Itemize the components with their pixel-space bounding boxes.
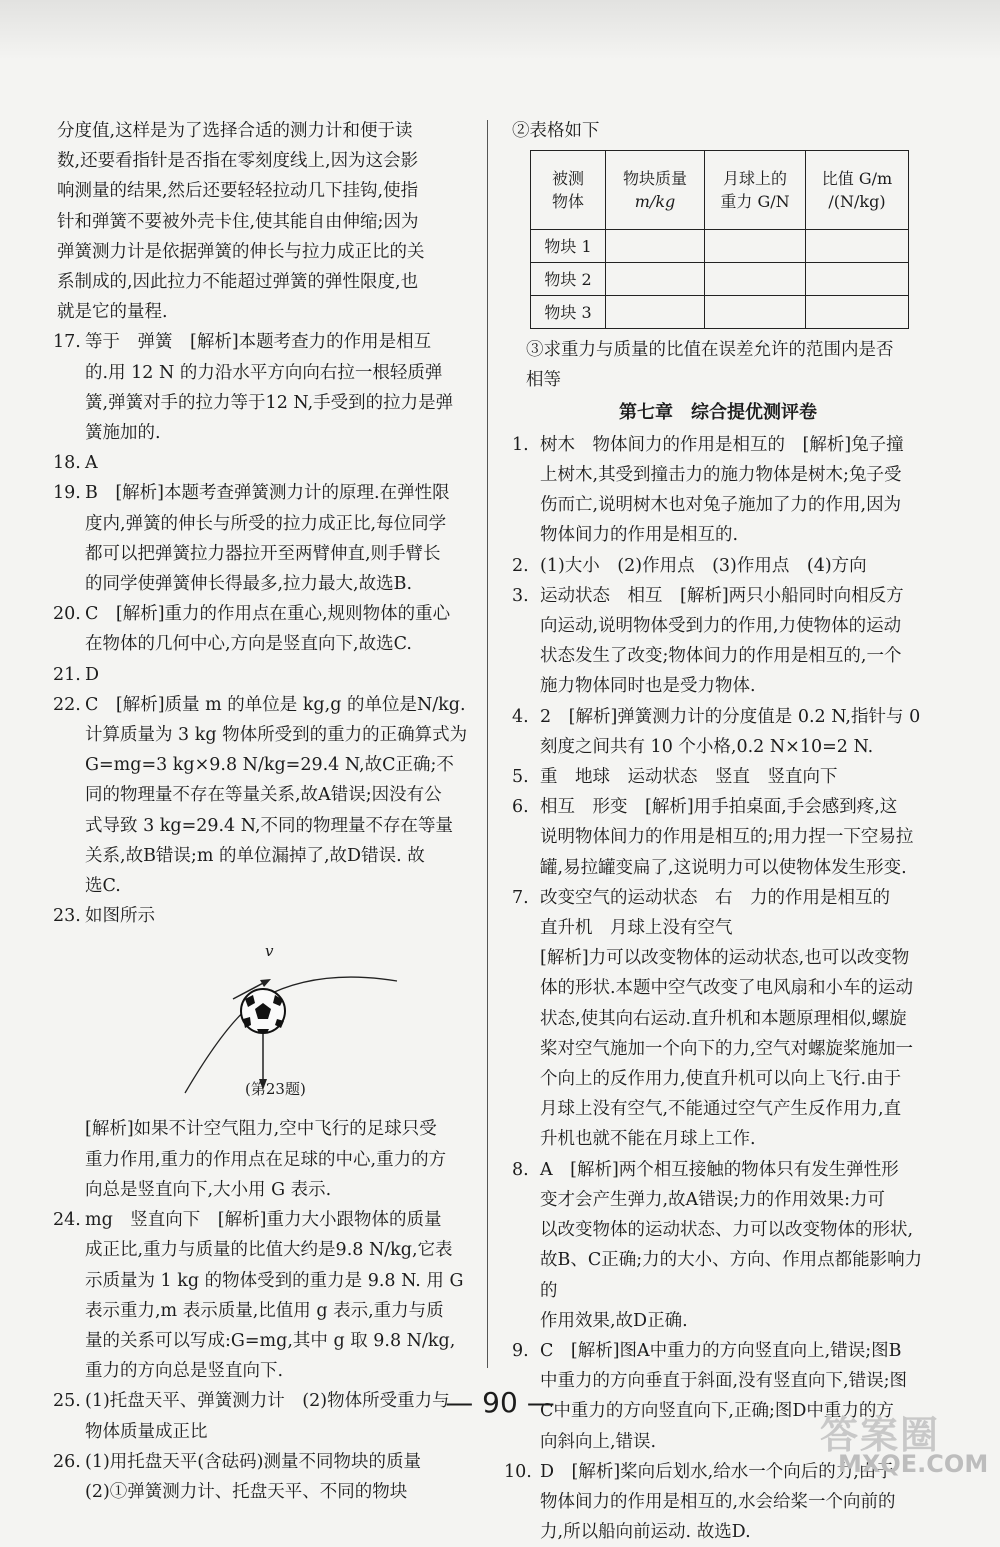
item-number: 5.	[512, 767, 529, 788]
item-number: 6.	[512, 797, 529, 818]
answer-line: 表示重力,m 表示质量,比值用 g 表示,重力与质	[85, 1300, 444, 1321]
answer-20	[53, 599, 475, 659]
answer-line: 上树木,其受到撞击力的施力物体是树木;兔子受	[540, 465, 902, 486]
item-number: 20.	[53, 604, 81, 625]
answer-4	[512, 702, 924, 762]
table-cell: 物块 1	[531, 230, 606, 263]
answer-line: (1)托盘天平、弹簧测力计 (2)物体所受重力与	[85, 1391, 450, 1412]
answer-17	[53, 327, 475, 448]
item-number: 9.	[512, 1340, 529, 1361]
column-divider	[487, 120, 488, 1368]
answer-line: 个向上的反作用力,使直升机可以向上飞行.由于	[540, 1069, 902, 1090]
answer-line: 以改变物体的运动状态、力可以改变物体的形状,	[540, 1220, 914, 1241]
answer-24	[53, 1205, 475, 1386]
answer-line: 都可以把弹簧拉力器拉开至两臂伸直,则手臂长	[85, 543, 441, 564]
table-cell	[606, 296, 705, 329]
answer-line: C [解析]重力的作用点在重心,规则物体的重心	[85, 604, 451, 625]
item-number: 2.	[512, 555, 529, 576]
answer-7	[512, 883, 924, 1155]
answer-23	[53, 901, 475, 931]
answer-line: 向运动,说明物体受到力的作用,力使物体的运动	[540, 616, 902, 637]
answer-line: 故B、C正确;力的大小、方向、作用点都能影响力的	[540, 1250, 923, 1301]
table-cell	[806, 296, 909, 329]
answer-line: C [解析]图A中重力的方向竖直向上,错误;图B	[540, 1340, 902, 1361]
answer-line: 升机也就不能在月球上工作.	[540, 1129, 756, 1150]
answer-line: 中重力的方向垂直于斜面,没有竖直向下,错误;图	[540, 1371, 908, 1392]
table-header-row	[531, 151, 909, 230]
answer-line: C中重力的方向竖直向下,正确;图D中重力的方	[540, 1401, 894, 1422]
answer-3	[512, 581, 924, 702]
answer-line: 直升机 月球上没有空气	[540, 918, 733, 939]
answer-5	[512, 762, 924, 792]
answer-line: 月球上没有空气,不能通过空气产生反作用力,直	[540, 1099, 902, 1120]
item-number: 18.	[53, 453, 81, 474]
table-cell	[705, 230, 806, 263]
answer-line: 的.用 12 N 的力沿水平方向向右拉一根轻质弹	[85, 362, 443, 383]
answer-line: (1)大小 (2)作用点 (3)作用点 (4)方向	[540, 555, 867, 576]
answer-line: D	[85, 664, 100, 685]
item-number: 23.	[53, 906, 81, 927]
answer-23-analysis	[57, 1114, 475, 1205]
intro-paragraph	[57, 116, 475, 327]
answer-2	[512, 551, 924, 581]
intro-line: 系制成的,因此拉力不能超过弹簧的弹性限度,也	[57, 272, 419, 293]
answer-line: 量的关系可以写成:G=mg,其中 g 取 9.8 N/kg,	[85, 1330, 456, 1351]
answer-line: 在物体的几何中心,方向是竖直向下,故选C.	[85, 634, 412, 655]
intro-line: 弹簧测力计是依据弹簧的伸长与拉力成正比的关	[57, 241, 425, 262]
item-number: 7.	[512, 887, 529, 908]
answer-line: ③求重力与质量的比值在误差允许的范围内是否	[526, 340, 894, 361]
answer-line: 刻度之间共有 10 个小格,0.2 N×10=2 N.	[540, 736, 874, 757]
answer-22	[53, 690, 475, 901]
item-number: 26.	[53, 1451, 81, 1472]
answer-line: 变才会产生弹力,故A错误;力的作用效果:力可	[540, 1189, 885, 1210]
answer-line: 施力物体同时也是受力物体.	[540, 676, 756, 697]
watermark-logo	[820, 1404, 995, 1484]
answer-line: mg 竖直向下 [解析]重力大小跟物体的质量	[85, 1210, 442, 1231]
answer-26	[53, 1447, 475, 1507]
answer-line: 运动状态 相互 [解析]两只小船同时向相反方	[540, 585, 904, 606]
item-number: 4.	[512, 706, 529, 727]
answer-21	[53, 660, 475, 690]
velocity-label: v	[265, 942, 274, 961]
table-row	[531, 296, 909, 329]
answer-line: 说明物体间力的作用是相互的;用力捏一下空易拉	[540, 827, 914, 848]
right-column	[504, 116, 924, 1547]
answer-line: 重 地球 运动状态 竖直 竖直向下	[540, 767, 838, 788]
table-header-cell: 月球上的 重力 G/N	[705, 151, 806, 230]
item-number: 10.	[504, 1461, 532, 1482]
answer-line: 选C.	[85, 876, 121, 897]
answer-line: 体的形状.本题中空气改变了电风扇和小车的运动	[540, 978, 914, 999]
figure-23	[57, 933, 475, 1108]
answer-line: 示质量为 1 kg 的物体受到的重力是 9.8 N. 用 G	[85, 1270, 464, 1291]
answer-line: A	[85, 453, 98, 474]
answer-line: 向总是竖直向下,大小用 G 表示.	[85, 1179, 332, 1200]
answer-19	[53, 478, 475, 599]
item-number: 25.	[53, 1391, 81, 1412]
table-cell	[705, 263, 806, 296]
answer-line: 簧施加的.	[85, 423, 161, 444]
answer-line: 树木 物体间力的作用是相互的 [解析]兔子撞	[540, 434, 904, 455]
left-column	[53, 116, 475, 1507]
intro-line: 就是它的量程.	[57, 302, 168, 323]
answer-line: 关系,故B错误;m 的单位漏掉了,故D错误. 故	[85, 845, 425, 866]
answer-line: 成正比,重力与质量的比值大约是9.8 N/kg,它表	[85, 1240, 453, 1261]
table-cell: 物块 2	[531, 263, 606, 296]
table-cell	[606, 230, 705, 263]
answer-6	[512, 792, 924, 883]
answer-line: 改变空气的运动状态 右 力的作用是相互的	[540, 887, 890, 908]
top-shadow	[0, 0, 1000, 60]
figure-caption: (第23题)	[245, 1080, 306, 1099]
table-header-cell: 物块质量 m/kg	[606, 151, 705, 230]
table-header-cell: 被测 物体	[531, 151, 606, 230]
table-cell: 物块 3	[531, 296, 606, 329]
item-number: 19.	[53, 483, 81, 504]
answer-line: 的同学使弹簧伸长得最多,拉力最大,故选B.	[85, 574, 413, 595]
answer-line: [解析]如果不计空气阻力,空中飞行的足球只受	[85, 1119, 437, 1140]
table-cell	[806, 230, 909, 263]
item-number: 22.	[53, 694, 81, 715]
item-number: 21.	[53, 664, 81, 685]
answer-line: 相等	[526, 370, 561, 391]
table-followup	[512, 335, 924, 395]
answer-line: 桨对空气施加一个向下的力,空气对螺旋桨施加一	[540, 1038, 914, 1059]
chapter-title: 第七章 综合提优测评卷	[619, 401, 817, 423]
answer-line: 同的物理量不存在等量关系,故A错误;因没有公	[85, 785, 442, 806]
intro-line: 针和弹簧不要被外壳卡住,使其能自由伸缩;因为	[57, 211, 419, 232]
answer-1	[512, 430, 924, 551]
answer-line: 2 [解析]弹簧测力计的分度值是 0.2 N,指针与 0	[540, 706, 921, 727]
answer-line: 状态,使其向右运动.直升机和本题原理相似,螺旋	[540, 1008, 907, 1029]
answer-line: 度内,弹簧的伸长与所受的拉力成正比,每位同学	[85, 513, 447, 534]
answer-line: D [解析]桨向后划水,给水一个向后的力,由于	[540, 1461, 894, 1482]
table-cell	[705, 296, 806, 329]
answer-8	[512, 1155, 924, 1336]
table-row	[531, 263, 909, 296]
table-intro: ②表格如下	[512, 121, 600, 141]
answer-line: 罐,易拉罐变扁了,这说明力可以使物体发生形变.	[540, 857, 907, 878]
item-number: 3.	[512, 585, 529, 606]
answer-line: 如图所示	[85, 906, 155, 927]
answer-line: 作用效果,故D正确.	[540, 1310, 688, 1331]
answer-line: 力,所以船向前运动. 故选D.	[540, 1522, 751, 1543]
ball-patch	[257, 1029, 269, 1033]
intro-line: 响测量的结果,然后还要轻轻拉动几下挂钩,使指	[57, 181, 419, 202]
answer-18	[53, 448, 475, 478]
data-table	[530, 150, 909, 329]
answer-line: 物体间力的作用是相互的,水会给桨一个向前的	[540, 1491, 896, 1512]
item-number: 8.	[512, 1159, 529, 1180]
item-number: 24.	[53, 1210, 81, 1231]
watermark-url: MXQE.COM	[838, 1450, 989, 1478]
item-number: 17.	[53, 332, 81, 353]
answer-line: B [解析]本题考查弹簧测力计的原理.在弹性限	[85, 483, 450, 504]
answer-line: 式导致 3 kg=29.4 N,不同的物理量不存在等量	[85, 815, 454, 836]
answer-line: 状态发生了改变;物体间力的作用是相互的,一个	[540, 646, 902, 667]
answer-line: (2)①弹簧测力计、托盘天平、不同的物块	[85, 1481, 408, 1502]
answer-line: G=mg=3 kg×9.8 N/kg=29.4 N,故C正确;不	[85, 755, 454, 776]
answer-line: A [解析]两个相互接触的物体只有发生弹性形	[540, 1159, 899, 1180]
answer-line: 计算质量为 3 kg 物体所受到的重力的正确算式为	[85, 725, 468, 746]
intro-line: 分度值,这样是为了选择合适的测力计和便于读	[57, 121, 413, 141]
answer-line: 物体间力的作用是相互的.	[540, 525, 739, 546]
answer-line: 相互 形变 [解析]用手拍桌面,手会感到疼,这	[540, 797, 898, 818]
answer-line: [解析]力可以改变物体的运动状态,也可以改变物	[540, 948, 910, 969]
table-row	[531, 230, 909, 263]
page-number: — 90 —	[445, 1386, 555, 1419]
intro-line: 数,还要看指针是否指在零刻度线上,因为这会影	[57, 151, 419, 172]
answer-line: (1)用托盘天平(含砝码)测量不同物块的质量	[85, 1451, 421, 1472]
answer-line: C [解析]质量 m 的单位是 kg,g 的单位是N/kg.	[85, 694, 466, 715]
table-header-cell: 比值 G/m /(N/kg)	[806, 151, 909, 230]
table-cell	[606, 263, 705, 296]
answer-line: 簧,弹簧对手的拉力等于12 N,手受到的拉力是弹	[85, 392, 454, 413]
answer-line: 物体质量成正比	[85, 1421, 208, 1442]
answer-line: 向斜向上,错误.	[540, 1431, 657, 1452]
watermark-brand: 答案圈	[820, 1413, 941, 1457]
table-cell	[806, 263, 909, 296]
answer-line: 伤而亡,说明树木也对兔子施加了力的作用,因为	[540, 495, 902, 516]
item-number: 1.	[512, 434, 529, 455]
answer-line: 等于 弹簧 [解析]本题考查力的作用是相互	[85, 332, 432, 353]
answer-line: 重力作用,重力的作用点在足球的中心,重力的方	[85, 1149, 447, 1170]
answer-line: 重力的方向总是竖直向下.	[85, 1361, 284, 1382]
